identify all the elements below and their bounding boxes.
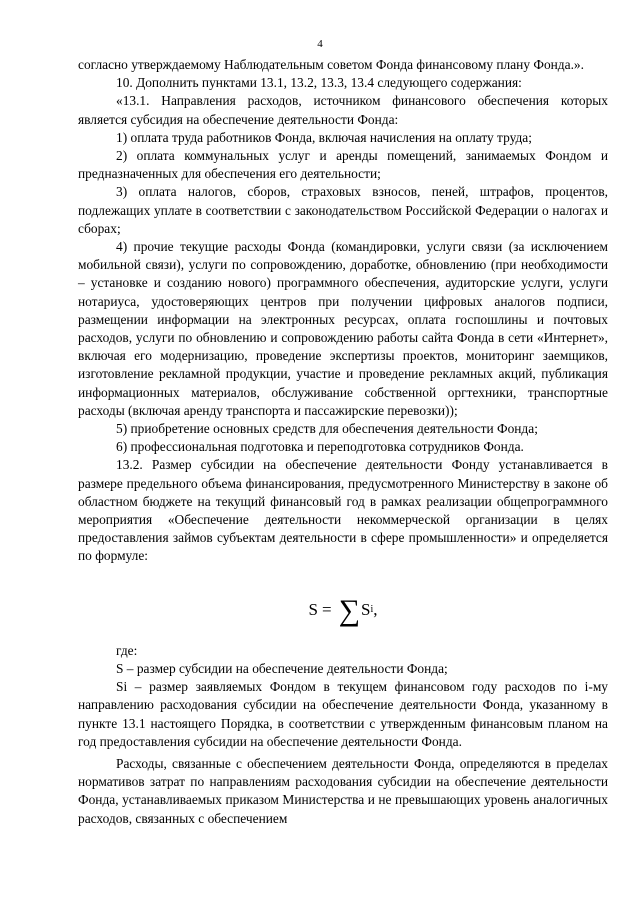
formula-lhs: S: [308, 599, 318, 619]
formula-trailing: ,: [373, 599, 378, 619]
formula: [78, 584, 608, 636]
page-number: 4: [317, 38, 323, 50]
formula-equals: =: [321, 599, 332, 619]
definition: S – размер субсидии на обеспечение деятельности Фонда;: [116, 660, 448, 676]
paragraph: 10. Дополнить пунктами 13.1, 13.2, 13.3, 13.4 следующего содержания:: [116, 75, 522, 91]
list-item: 3) оплата налогов, сборов, страховых взносов, пеней, штрафов, процентов, подлежащих уплате в соответствии с законодательством Российской Федерации о налогах и сборах;: [78, 184, 608, 236]
formula-term: S: [360, 599, 371, 619]
paragraph: «13.1. Направления расходов, источником финансового обеспечения которых является субсидия на обеспечение деятельности Фонда:: [78, 93, 608, 127]
list-item: 4) прочие текущие расходы Фонда (командировки, услуги связи (за исключением мобильной связи), услуги по сопровождению, доработке, обновлению (при необходимости – установке и созданию нового) программного обеспечения, аудиторские услуги, услуги нотариуса, удостоверяющих центров при получении цифровых аналогов подписи, размещении информации на электронных ресурсах, оплата госпошлины и почтовых расходов, услуги по обновлению и сопровождению работы сайта Фонда в сети «Интернет», включая его модернизацию, проведение экспертизы проектов, мониторинг заемщиков, изготовление рекламной продукции, участие и проведение рекламных акций, публикация информационных материалов, обслуживание собственной оргтехники, транспортные расходы (включая аренду транспорта и пассажирские перевозки));: [78, 239, 608, 418]
paragraph: где:: [116, 642, 138, 658]
list-item: 6) профессиональная подготовка и переподготовка сотрудников Фонда.: [116, 439, 524, 455]
list-item: 2) оплата коммунальных услуг и аренды помещений, занимаемых Фондом и предназначенных для обеспечения его деятельности;: [78, 148, 608, 182]
paragraph: 13.2. Размер субсидии на обеспечение деятельности Фонду устанавливается в размере предельного объема финансирования, предусмотренного Министерству в законе об областном бюджете на текущий финансовый год в рамках реализации общепрограммного мероприятия «Обеспечение деятельности некоммерческой организации в целях предоставления займов субъектам деятельности в сфере промышленности» и определяется по формуле:: [78, 457, 608, 564]
paragraph: Расходы, связанные с обеспечением деятельности Фонда, определяются в пределах нормативов затрат по направлениям расходования субсидии на обеспечение деятельности Фонда, устанавливаемых приказом Министерства и не превышающих уровень аналогичных расходов, связанных с обеспечением: [78, 755, 608, 826]
definition: Si – размер заявляемых Фондом в текущем финансовом году расходов по i-му направлению расходования субсидии на обеспечение деятельности Фонда, указанному в пункте 13.1 настоящего Порядка, в соответствии с утвержденным финансовым планом на год предоставления субсидии на обеспечение деятельности Фонда.: [78, 679, 608, 749]
formula-subscript: i: [370, 603, 374, 615]
summation-icon: ∑: [338, 593, 360, 627]
document-body: [78, 56, 608, 828]
list-item: 1) оплата труда работников Фонда, включая начисления на оплату труда;: [116, 129, 532, 145]
list-item: 5) приобретение основных средств для обеспечения деятельности Фонда;: [116, 421, 538, 437]
paragraph: согласно утверждаемому Наблюдательным советом Фонда финансовому плану Фонда.».: [78, 57, 584, 72]
